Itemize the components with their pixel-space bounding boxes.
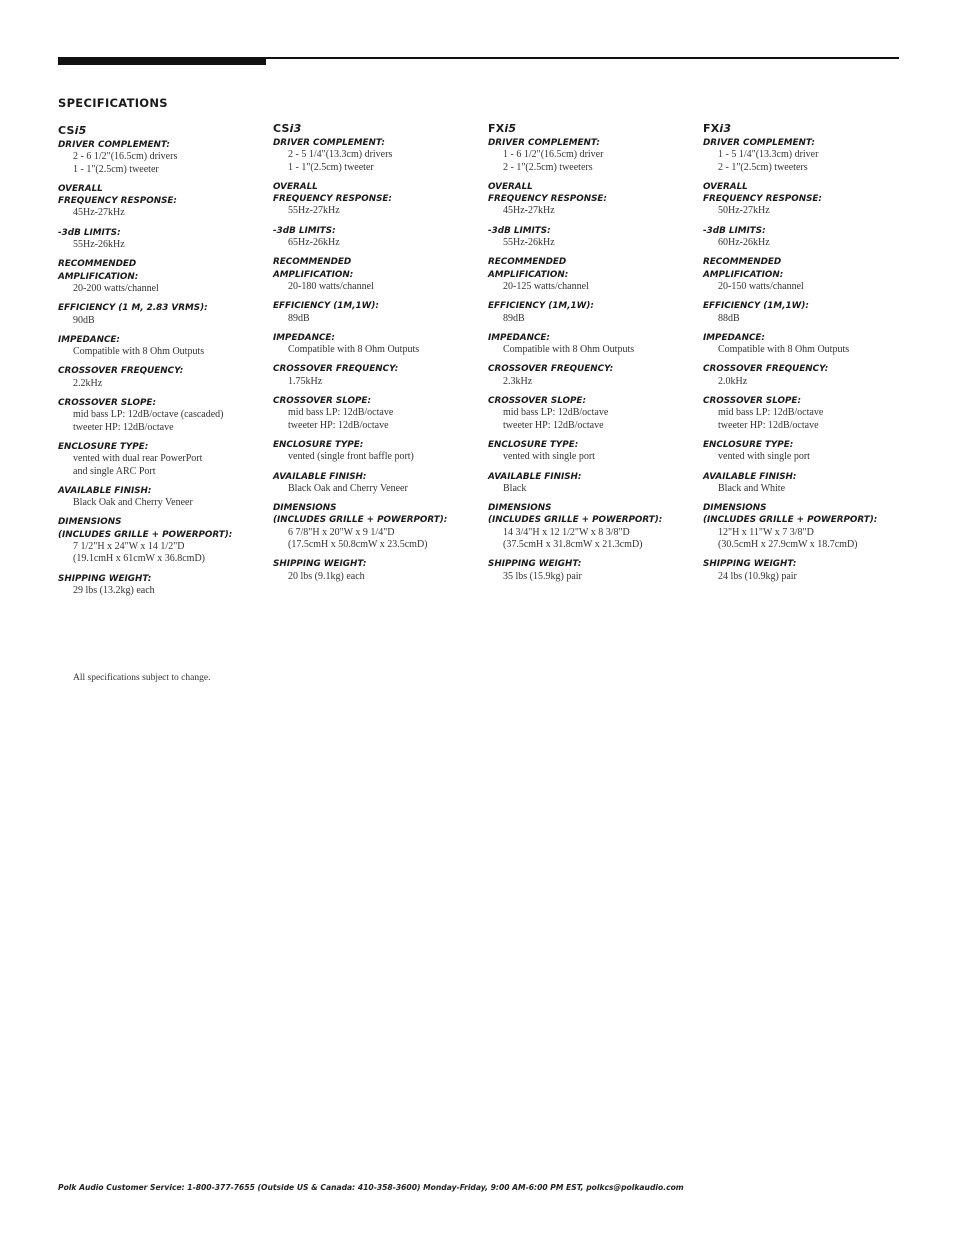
spec-value: 20-150 watts/channel [718,280,804,292]
spec-item [703,502,908,551]
spec-label: AVAILABLE FINISH: [273,471,367,482]
spec-item [58,258,263,295]
model-name [703,122,908,137]
spec-value: 55Hz-26kHz [73,239,125,251]
spec-value: 1.75kHz [288,375,323,387]
spec-value: 1 - 1"(2.5cm) tweeter [73,163,159,175]
spec-item [58,397,263,434]
customer-service-footer: Polk Audio Customer Service: 1-800-377-7655 (Outside US & Canada: 410-358-3600) Monday-Friday, 9:00 AM-6:00 PM EST, polkcs@polkaudio.com [58,1183,684,1192]
spec-label: AVAILABLE FINISH: [488,471,582,482]
model-prefix: FX [488,122,505,135]
spec-label: IMPEDANCE: [488,332,550,343]
spec-label: AVAILABLE FINISH: [703,471,797,482]
spec-value: 2 - 5 1/4"(13.3cm) drivers [288,149,393,161]
spec-value: tweeter HP: 12dB/octave [503,419,604,431]
spec-label: AMPLIFICATION: [273,269,354,280]
spec-value: 2.3kHz [503,375,533,387]
spec-label: DRIVER COMPLEMENT: [58,140,170,150]
spec-label: AMPLIFICATION: [488,269,569,280]
spec-value: 2 - 1"(2.5cm) tweeters [503,161,593,173]
spec-label: SHIPPING WEIGHT: [703,559,797,570]
spec-value: 89dB [288,312,310,324]
spec-label: RECOMMENDED [488,257,567,268]
spec-label: SHIPPING WEIGHT: [273,559,367,570]
spec-item [58,183,263,220]
spec-label: FREQUENCY RESPONSE: [488,194,607,205]
spec-value: 60Hz-26kHz [718,237,770,249]
spec-label: FREQUENCY RESPONSE: [703,194,822,205]
spec-item [488,502,693,551]
spec-value: vented with dual rear PowerPort [73,453,203,465]
spec-column-fxi3 [703,122,908,590]
spec-item [273,502,478,551]
spec-item [58,334,263,359]
spec-item [488,181,693,218]
spec-label: (INCLUDES GRILLE + POWERPORT): [273,515,448,526]
spec-value: 45Hz-27kHz [73,207,125,219]
header-rule-thick [58,57,266,65]
spec-label: ENCLOSURE TYPE: [703,439,794,450]
spec-value: (37.5cmH x 31.8cmW x 21.3cmD) [503,539,643,551]
spec-item [273,137,478,174]
spec-value: 2 - 6 1/2"(16.5cm) drivers [73,151,178,163]
spec-label: -3dB LIMITS: [273,225,336,236]
spec-value: vented with single port [503,451,595,463]
model-prefix: CS [273,122,290,135]
spec-item [703,225,908,250]
model-suffix: i3 [719,122,732,135]
spec-label: CROSSOVER FREQUENCY: [58,366,184,377]
spec-value: mid bass LP: 12dB/octave [718,407,824,419]
model-name [488,122,693,137]
spec-value: 6 7/8"H x 20"W x 9 1/4"D [288,526,395,538]
spec-item [58,485,263,510]
spec-value: and single ARC Port [73,465,156,477]
spec-item [273,300,478,325]
spec-value: vented (single front baffle port) [288,451,414,463]
spec-label: OVERALL [703,181,748,192]
spec-label: ENCLOSURE TYPE: [488,439,579,450]
spec-value: 1 - 5 1/4"(13.3cm) driver [718,149,819,161]
spec-value: 55Hz-27kHz [288,205,340,217]
section-heading: SPECIFICATIONS [58,96,168,110]
spec-item [488,363,693,388]
spec-value: mid bass LP: 12dB/octave [288,407,394,419]
spec-item [58,441,263,478]
spec-label: OVERALL [488,181,533,192]
spec-label: EFFICIENCY (1 M, 2.83 VRMS): [58,303,208,314]
spec-value: tweeter HP: 12dB/octave [73,421,174,433]
spec-item [488,137,693,174]
spec-label: CROSSOVER SLOPE: [273,396,371,407]
spec-item [488,256,693,293]
spec-value: 45Hz-27kHz [503,205,555,217]
spec-item [488,225,693,250]
spec-value: 2.0kHz [718,375,748,387]
spec-item [488,439,693,464]
spec-label: CROSSOVER SLOPE: [58,398,156,409]
spec-value: mid bass LP: 12dB/octave (cascaded) [73,409,224,421]
spec-value: tweeter HP: 12dB/octave [718,419,819,431]
spec-value: 88dB [718,312,740,324]
spec-label: DIMENSIONS [703,503,767,514]
spec-label: SHIPPING WEIGHT: [488,559,582,570]
spec-value: 89dB [503,312,525,324]
spec-label: -3dB LIMITS: [58,227,121,238]
spec-value: Compatible with 8 Ohm Outputs [503,344,635,356]
spec-column-fxi5 [488,122,693,590]
spec-value: (19.1cmH x 61cmW x 36.8cmD) [73,553,206,565]
spec-item [273,395,478,432]
spec-label: DIMENSIONS [58,517,122,528]
spec-label: EFFICIENCY (1M,1W): [703,301,809,312]
spec-label: CROSSOVER SLOPE: [703,396,801,407]
spec-label: IMPEDANCE: [58,334,120,345]
spec-label: DRIVER COMPLEMENT: [488,138,600,148]
spec-item [488,395,693,432]
spec-value: 1 - 1"(2.5cm) tweeter [288,161,374,173]
spec-item [703,300,908,325]
spec-label: DRIVER COMPLEMENT: [273,138,385,148]
spec-item [273,363,478,388]
spec-label: AVAILABLE FINISH: [58,485,152,496]
spec-value: 14 3/4"H x 12 1/2"W x 8 3/8"D [503,526,630,538]
spec-value: 20-200 watts/channel [73,282,159,294]
spec-item [703,137,908,174]
spec-label: (INCLUDES GRILLE + POWERPORT): [703,515,878,526]
spec-label: RECOMMENDED [703,257,782,268]
spec-label: FREQUENCY RESPONSE: [273,194,392,205]
spec-item [273,256,478,293]
spec-item [273,332,478,357]
spec-value: Black and White [718,482,786,494]
spec-label: -3dB LIMITS: [488,225,551,236]
spec-label: DRIVER COMPLEMENT: [703,138,815,148]
spec-item [58,573,263,598]
spec-item [58,365,263,390]
spec-item [488,471,693,496]
spec-item [703,558,908,583]
spec-item [273,181,478,218]
spec-value: 7 1/2"H x 24"W x 14 1/2"D [73,541,185,553]
model-suffix: i3 [289,122,302,135]
spec-value: 65Hz-26kHz [288,237,340,249]
spec-label: (INCLUDES GRILLE + POWERPORT): [58,529,233,540]
spec-item [273,225,478,250]
spec-value: (30.5cmH x 27.9cmW x 18.7cmD) [718,539,858,551]
spec-label: RECOMMENDED [58,259,137,270]
model-name [58,124,263,139]
spec-value: 29 lbs (13.2kg) each [73,584,155,596]
spec-label: FREQUENCY RESPONSE: [58,196,177,207]
spec-value: 20-125 watts/channel [503,280,589,292]
spec-value: 20-180 watts/channel [288,280,374,292]
spec-label: ENCLOSURE TYPE: [58,441,149,452]
model-suffix: i5 [74,124,87,137]
spec-value: 20 lbs (9.1kg) each [288,570,365,582]
spec-label: CROSSOVER FREQUENCY: [703,364,829,375]
spec-value: Black Oak and Cherry Veneer [73,497,193,509]
spec-item [703,439,908,464]
spec-item [273,471,478,496]
spec-label: DIMENSIONS [273,503,337,514]
spec-item [58,302,263,327]
spec-item [488,558,693,583]
spec-label: CROSSOVER FREQUENCY: [488,364,614,375]
spec-label: (INCLUDES GRILLE + POWERPORT): [488,515,663,526]
spec-label: AMPLIFICATION: [703,269,784,280]
spec-item [703,395,908,432]
spec-label: ENCLOSURE TYPE: [273,439,364,450]
spec-value: 2 - 1"(2.5cm) tweeters [718,161,808,173]
spec-label: EFFICIENCY (1M,1W): [273,301,379,312]
spec-label: RECOMMENDED [273,257,352,268]
spec-value: mid bass LP: 12dB/octave [503,407,609,419]
spec-item [58,227,263,252]
spec-value: 12"H x 11"W x 7 3/8"D [718,526,814,538]
spec-value: 50Hz-27kHz [718,205,770,217]
spec-label: CROSSOVER SLOPE: [488,396,586,407]
spec-item [58,516,263,565]
spec-value: tweeter HP: 12dB/octave [288,419,389,431]
spec-value: Compatible with 8 Ohm Outputs [73,346,205,358]
spec-column-csi5 [58,124,263,604]
spec-label: IMPEDANCE: [273,332,335,343]
spec-value: vented with single port [718,451,810,463]
spec-value: 90dB [73,314,95,326]
spec-item [488,332,693,357]
spec-label: CROSSOVER FREQUENCY: [273,364,399,375]
spec-value: 35 lbs (15.9kg) pair [503,570,582,582]
spec-item [273,439,478,464]
spec-value: 24 lbs (10.9kg) pair [718,570,797,582]
spec-label: DIMENSIONS [488,503,552,514]
spec-item [703,332,908,357]
spec-value: 2.2kHz [73,377,103,389]
spec-value: Black [503,482,527,494]
model-prefix: CS [58,124,75,137]
spec-item [703,181,908,218]
spec-value: Compatible with 8 Ohm Outputs [288,344,420,356]
spec-label: -3dB LIMITS: [703,225,766,236]
spec-label: AMPLIFICATION: [58,271,139,282]
disclaimer-note: All specifications subject to change. [73,673,211,683]
spec-item [703,471,908,496]
spec-item [488,300,693,325]
spec-label: IMPEDANCE: [703,332,765,343]
spec-label: OVERALL [58,183,103,194]
model-prefix: FX [703,122,720,135]
spec-value: 55Hz-26kHz [503,237,555,249]
spec-item [703,363,908,388]
spec-value: Black Oak and Cherry Veneer [288,482,408,494]
spec-value: 1 - 6 1/2"(16.5cm) driver [503,149,604,161]
spec-label: SHIPPING WEIGHT: [58,573,152,584]
model-suffix: i5 [504,122,517,135]
spec-item [58,139,263,176]
spec-item [273,558,478,583]
spec-item [703,256,908,293]
spec-label: EFFICIENCY (1M,1W): [488,301,594,312]
spec-column-csi3 [273,122,478,590]
spec-value: Compatible with 8 Ohm Outputs [718,344,850,356]
model-name [273,122,478,137]
spec-label: OVERALL [273,181,318,192]
spec-value: (17.5cmH x 50.8cmW x 23.5cmD) [288,539,428,551]
